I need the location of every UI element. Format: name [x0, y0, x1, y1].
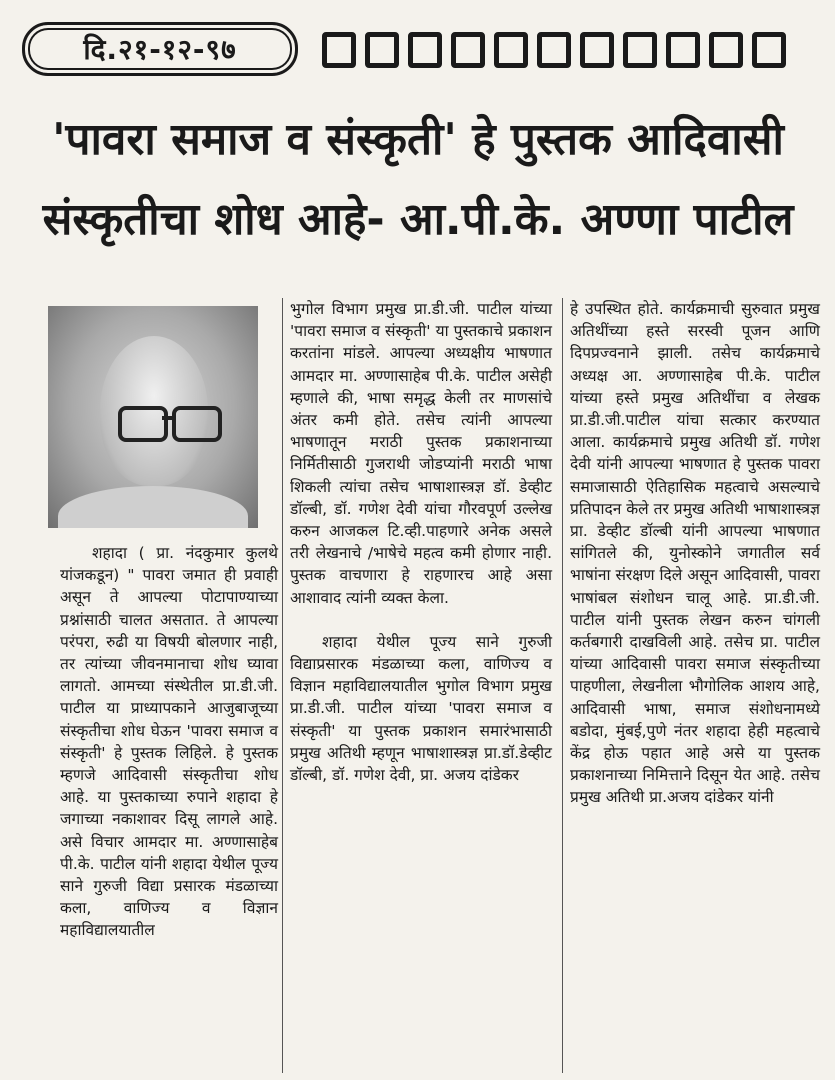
headline [14, 100, 822, 260]
article-paragraph: शहादा येथील पूज्य साने गुरुजी विद्याप्रसारक मंडळाच्या कला, वाणिज्य व विज्ञान महाविद्यालयातील भुगोल विभाग प्रमुख प्रा.डी.जी. पाटील यांच्या 'पावरा समाज व संस्कृती' या पुस्तक प्रकाशन समारंभासाठी प्रमुख अतिथी म्हणून भाषाशास्त्रज्ञ प्रा.डॉ.डेव्हीट डॉल्बी, डॉ. गणेश देवी, प्रा. अजय दांडेकर [290, 632, 552, 785]
portrait-photo [48, 306, 258, 528]
masthead-box [451, 32, 485, 68]
masthead-box [752, 32, 786, 68]
article-paragraph: भुगोल विभाग प्रमुख प्रा.डी.जी. पाटील यांच्या 'पावरा समाज व संस्कृती' या पुस्तकाचे प्रकाशन करतांना मांडले. आपल्या अध्यक्षीय भाषणात आमदार मा. अण्णासाहेब पी.के. पाटील असेही म्हणाले की, भाषा समृद्ध केली तर माणसांचे अंतर कमी होते. तसेच त्यांनी आपल्या भाषणातून मराठी पुस्तक प्रकाशनाच्या निर्मितीसाठी गुजराथी जोडप्यांनी मराठी भाषा शिकली त्यांचा तसेच भाषाशास्त्रज्ञ डॉ. डेव्हीट डॉल्बी, डॉ. गणेश देवी यांचा गौरवपूर्ण उल्लेख करुन आजकल टि.व्ही.पाहणारे अनेक असले तरी लेखनाचे /भाषेचे महत्व कमी होणार नाही. पुस्तक वाचणारा हे राहणारच आहे असा आशावाद त्यांनी व्यक्त केला. [290, 300, 552, 607]
masthead-box [709, 32, 743, 68]
date-stamp [22, 22, 298, 76]
masthead-box [666, 32, 700, 68]
masthead-box [365, 32, 399, 68]
masthead-box [322, 32, 356, 68]
masthead-box [537, 32, 571, 68]
column-divider-1 [282, 298, 283, 1073]
masthead-box [494, 32, 528, 68]
headline-line-1: 'पावरा समाज व संस्कृती' हे पुस्तक आदिवासी [52, 114, 784, 165]
article-paragraph: हे उपस्थित होते. कार्यक्रमाची सुरुवात प्रमुख अतिथींच्या हस्ते सरस्वी पूजन आणि दिपप्रज्वनाने झाली. तसेच कार्यक्रमाचे अध्यक्ष आ. अण्णासाहेब पी.के. पाटील यांच्या हस्ते प्रमुख अतिथींचा व लेखक प्रा.डी.जी.पाटील यांचा सत्कार करण्यात आला. कार्यक्रमाचे प्रमुख अतिथी डॉ. गणेश देवी यांनी आपल्या भाषणात हे पुस्तक पावरा समाजासाठी ऐतिहासिक महत्वाचे असल्याचे प्रतिपादन केले तर प्रमुख अतिथी भाषाशास्त्रज्ञ प्रा. डेव्हीट डॉल्बी यांनी आपल्या भाषणात सांगितले की, युनोस्कोने जगातील सर्व भाषांना संरक्षण दिले असून आदिवासी, पावरा भाषांबल संशोधन चालू आहे. प्रा.डी.जी. पाटील यांनी पुस्तक लेखन करुन चांगली कर्तबगारी दाखविली आहे. तसेच प्रा. पाटील यांच्या आदिवासी पावरा समाज संस्कृतीच्या पाहणीला, लेखनीला भौगोलिक आशय आहे, आदिवासी भाषा, समाज संशोधनामध्ये बडोदा, मुंबई,पुणे नंतर शहादा हेही महत्वाचे केंद्र होऊ पहात आहे असे या पुस्तक प्रकाशनाच्या निमित्ताने दिसून येत आहे. तसेच प्रमुख अतिथी प्रा.अजय दांडेकर यांनी [570, 300, 820, 807]
article-column-2 [290, 298, 552, 786]
headline-line-2: संस्कृतीचा शोध आहे- आ.पी.के. अण्णा पाटील [42, 194, 794, 245]
masthead-box [580, 32, 614, 68]
article-dateline-paragraph: शहादा ( प्रा. नंदकुमार कुलथे यांजकडून) " पावरा जमात ही प्रवाही असून ते आपल्या पोटापाण्याच्या प्रश्नांसाठी चालत असतात. ते आपल्या परंपरा, रुढी या विषयी बोलणार नाही, तर त्यांच्या जीवनमानाचा शोध घ्यावा लागतो. आमच्या संस्थेतील प्रा.डी.जी. पाटील या प्राध्यापकाने आजुबाजूच्या संस्कृतीचा शोध घेऊन 'पावरा समाज व संस्कृती' हे पुस्तक लिहिले. हे पुस्तक म्हणजे आदिवासी संस्कृतीचा शोध आहे. या पुस्तकाच्या रुपाने शहादा हे जगाच्या नकाशावर दिसू लागले आहे. असे विचार आमदार मा. अण्णासाहेब पी.के. पाटील यांनी शहादा येथील पूज्य साने गुरुजी विद्या प्रसारक मंडळाच्या कला, वाणिज्य व विज्ञान महाविद्यालयातील [60, 544, 278, 940]
masthead-box [623, 32, 657, 68]
article-column-1 [60, 542, 278, 942]
masthead-redacted [322, 26, 786, 74]
date-text: दि.२१-१२-९७ [83, 33, 237, 66]
article-column-3 [570, 298, 820, 809]
column-divider-2 [562, 298, 563, 1073]
masthead-box [408, 32, 442, 68]
